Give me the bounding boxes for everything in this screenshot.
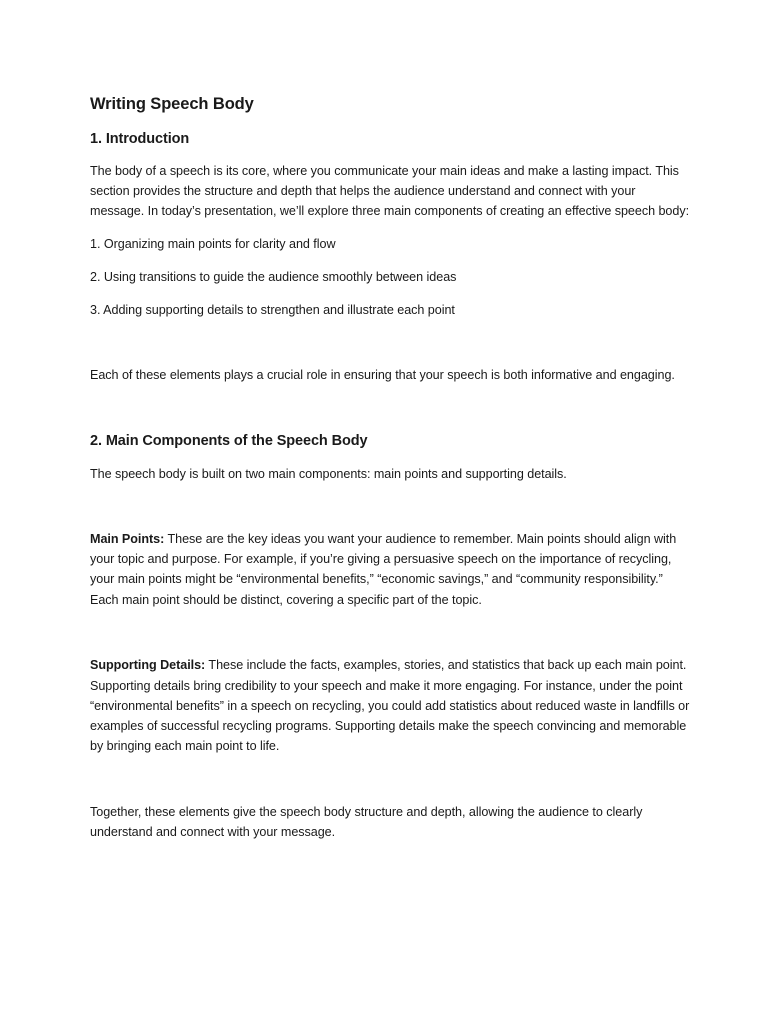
list-item: 3. Adding supporting details to strengthen and illustrate each point [90, 302, 455, 317]
section-heading-introduction: 1. Introduction [90, 131, 190, 147]
main-points-paragraph [90, 529, 690, 610]
section-heading-main-components: 2. Main Components of the Speech Body [90, 432, 368, 449]
main-points-text: These are the key ideas you want your audience to remember. Main points should align with your topic and purpose. For example, if you’re giving a persuasive speech on the importance of recycling, your main points might be “environmental benefits,” “economic savings,” and “community responsibility.” Each main point should be distinct, covering a specific part of the topic. [90, 532, 677, 607]
introduction-closing-paragraph: Each of these elements plays a crucial role in ensuring that your speech is both informative and engaging. [90, 367, 675, 382]
closing-paragraph: Together, these elements give the speech body structure and depth, allowing the audience to clearly understand and connect with your message. [90, 804, 643, 840]
supporting-details-paragraph [90, 655, 690, 756]
list-item: 2. Using transitions to guide the audience smoothly between ideas [90, 269, 457, 284]
supporting-details-label: Supporting Details: [90, 658, 206, 673]
document-page [90, 93, 690, 842]
document-title: Writing Speech Body [90, 95, 254, 113]
supporting-details-text: These include the facts, examples, stories, and statistics that back up each main point. Supporting details bring credibility to your speech and make it more engaging. For instance, under the point “environmental benefits” in a speech on recycling, you could add statistics about reduced waste in landfills or examples of successful recycling programs. Supporting details make the speech convincing and memorable by bringing each main point to life. [90, 658, 690, 754]
main-points-label: Main Points: [90, 532, 165, 547]
main-components-intro-paragraph: The speech body is built on two main components: main points and supporting details. [90, 466, 567, 481]
list-item: 1. Organizing main points for clarity and flow [90, 236, 336, 251]
introduction-paragraph: The body of a speech is its core, where you communicate your main ideas and make a lasting impact. This section provides the structure and depth that helps the audience understand and connect with your message. In today’s presentation, we’ll explore three main components of creating an effective speech body: [90, 164, 690, 219]
